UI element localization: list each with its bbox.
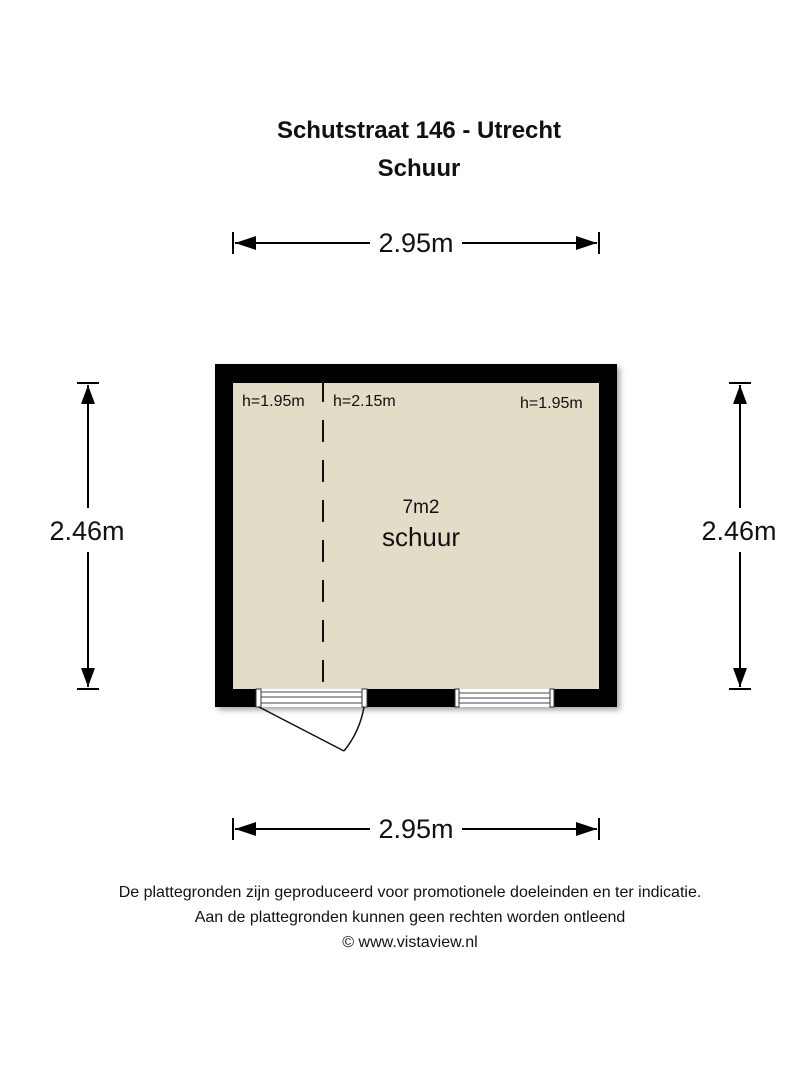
disclaimer-line-2: Aan de plattegronden kunnen geen rechten worden ontleend [194,909,626,926]
window [455,689,554,707]
room-name: schuur [381,522,461,552]
arrowhead-right [576,822,597,836]
door-swing-arc [344,707,364,751]
copyright: © www.vistaview.nl [342,934,478,951]
room-schuur [215,364,617,751]
dimension-top-label: 2.95m [378,228,454,258]
dimension-left [49,383,124,689]
height-label-middle: h=2.15m [333,393,396,410]
disclaimer-line-1: De plattegronden zijn geproduceerd voor promotionele doeleinden en ter indicatie. [118,884,702,901]
dimension-right-label: 2.46m [701,516,777,546]
arrowhead-right [576,236,597,250]
arrowhead-up [81,385,95,404]
arrowhead-down [81,668,95,687]
page-subtitle: Schuur [377,155,461,182]
height-label-left: h=1.95m [242,393,305,410]
arrowhead-down [733,668,747,687]
door [256,689,367,751]
room-area: 7m2 [402,497,440,518]
dimension-right [701,383,776,689]
dimension-left-label: 2.46m [49,516,125,546]
dimension-bottom-label: 2.95m [378,814,454,844]
arrowhead-left [235,822,256,836]
height-label-right: h=1.95m [520,395,583,412]
dimension-bottom [233,814,599,844]
door-leaf [259,707,344,751]
dimension-top [233,228,599,258]
page-title: Schutstraat 146 - Utrecht [276,117,562,144]
arrowhead-left [235,236,256,250]
arrowhead-up [733,385,747,404]
